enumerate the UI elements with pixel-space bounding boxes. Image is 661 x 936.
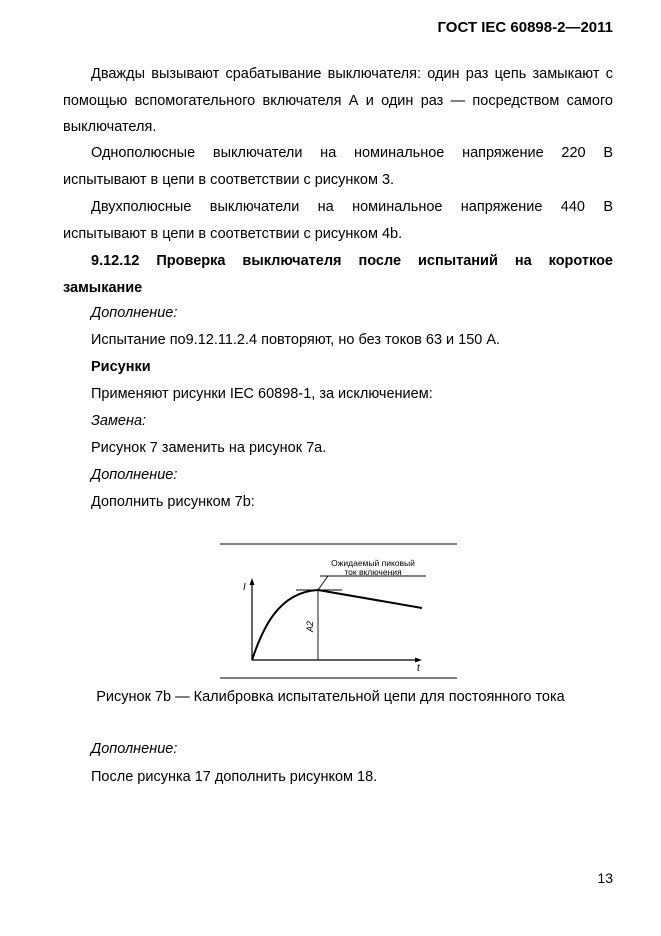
annotation-line-2: ток включения — [344, 567, 402, 577]
section-heading: 9.12.12 Проверка выключателя после испытаний на короткое замыкание — [63, 253, 613, 296]
figures-heading: Рисунки — [91, 359, 151, 375]
paragraph-1: Дважды вызывают срабатывание выключателя: один раз цепь замыкают с помощью вспомогательного включателя А и один раз — посредством самого выключателя. — [63, 66, 613, 135]
annotation-line-1: Ожидаемый пиковый — [331, 558, 415, 568]
after-figure17-text: После рисунка 17 дополнить рисунком 18. — [91, 769, 378, 785]
figure7-replace-text: Рисунок 7 заменить на рисунок 7а. — [91, 440, 327, 456]
current-curve — [252, 590, 422, 660]
add-figure7b-text: Дополнить рисунком 7b: — [91, 494, 255, 510]
paragraph-2: Однополюсные выключатели на номинальное напряжение 220 В испытывают в цепи в соответствии с рисунком 3. — [63, 145, 613, 188]
figure-caption: Рисунок 7b — Калибровка испытательной цепи для постоянного тока — [96, 689, 565, 705]
leader-line — [318, 576, 328, 590]
x-axis-arrow — [415, 658, 422, 663]
addition-label-3: Дополнение: — [91, 741, 178, 757]
y-axis-arrow — [250, 578, 255, 585]
figure-7b — [200, 540, 470, 680]
x-axis-label: t — [417, 663, 420, 674]
addition-label-1: Дополнение: — [91, 305, 178, 321]
y-axis-label: I — [243, 582, 246, 593]
figures-apply-text: Применяют рисунки IEC 60898-1, за исключением: — [91, 386, 433, 402]
test-repeat-text: Испытание по9.12.11.2.4 повторяют, но без токов 63 и 150 А. — [91, 332, 501, 348]
addition-label-2: Дополнение: — [91, 467, 178, 483]
a2-label: A2 — [305, 620, 315, 632]
page-number: 13 — [597, 870, 613, 886]
paragraph-3: Двухполюсные выключатели на номинальное напряжение 440 В испытывают в цепи в соответствии с рисунком 4b. — [63, 199, 613, 242]
document-header: ГОСТ IEC 60898-2—2011 — [437, 19, 613, 36]
replacement-label: Замена: — [91, 413, 147, 429]
